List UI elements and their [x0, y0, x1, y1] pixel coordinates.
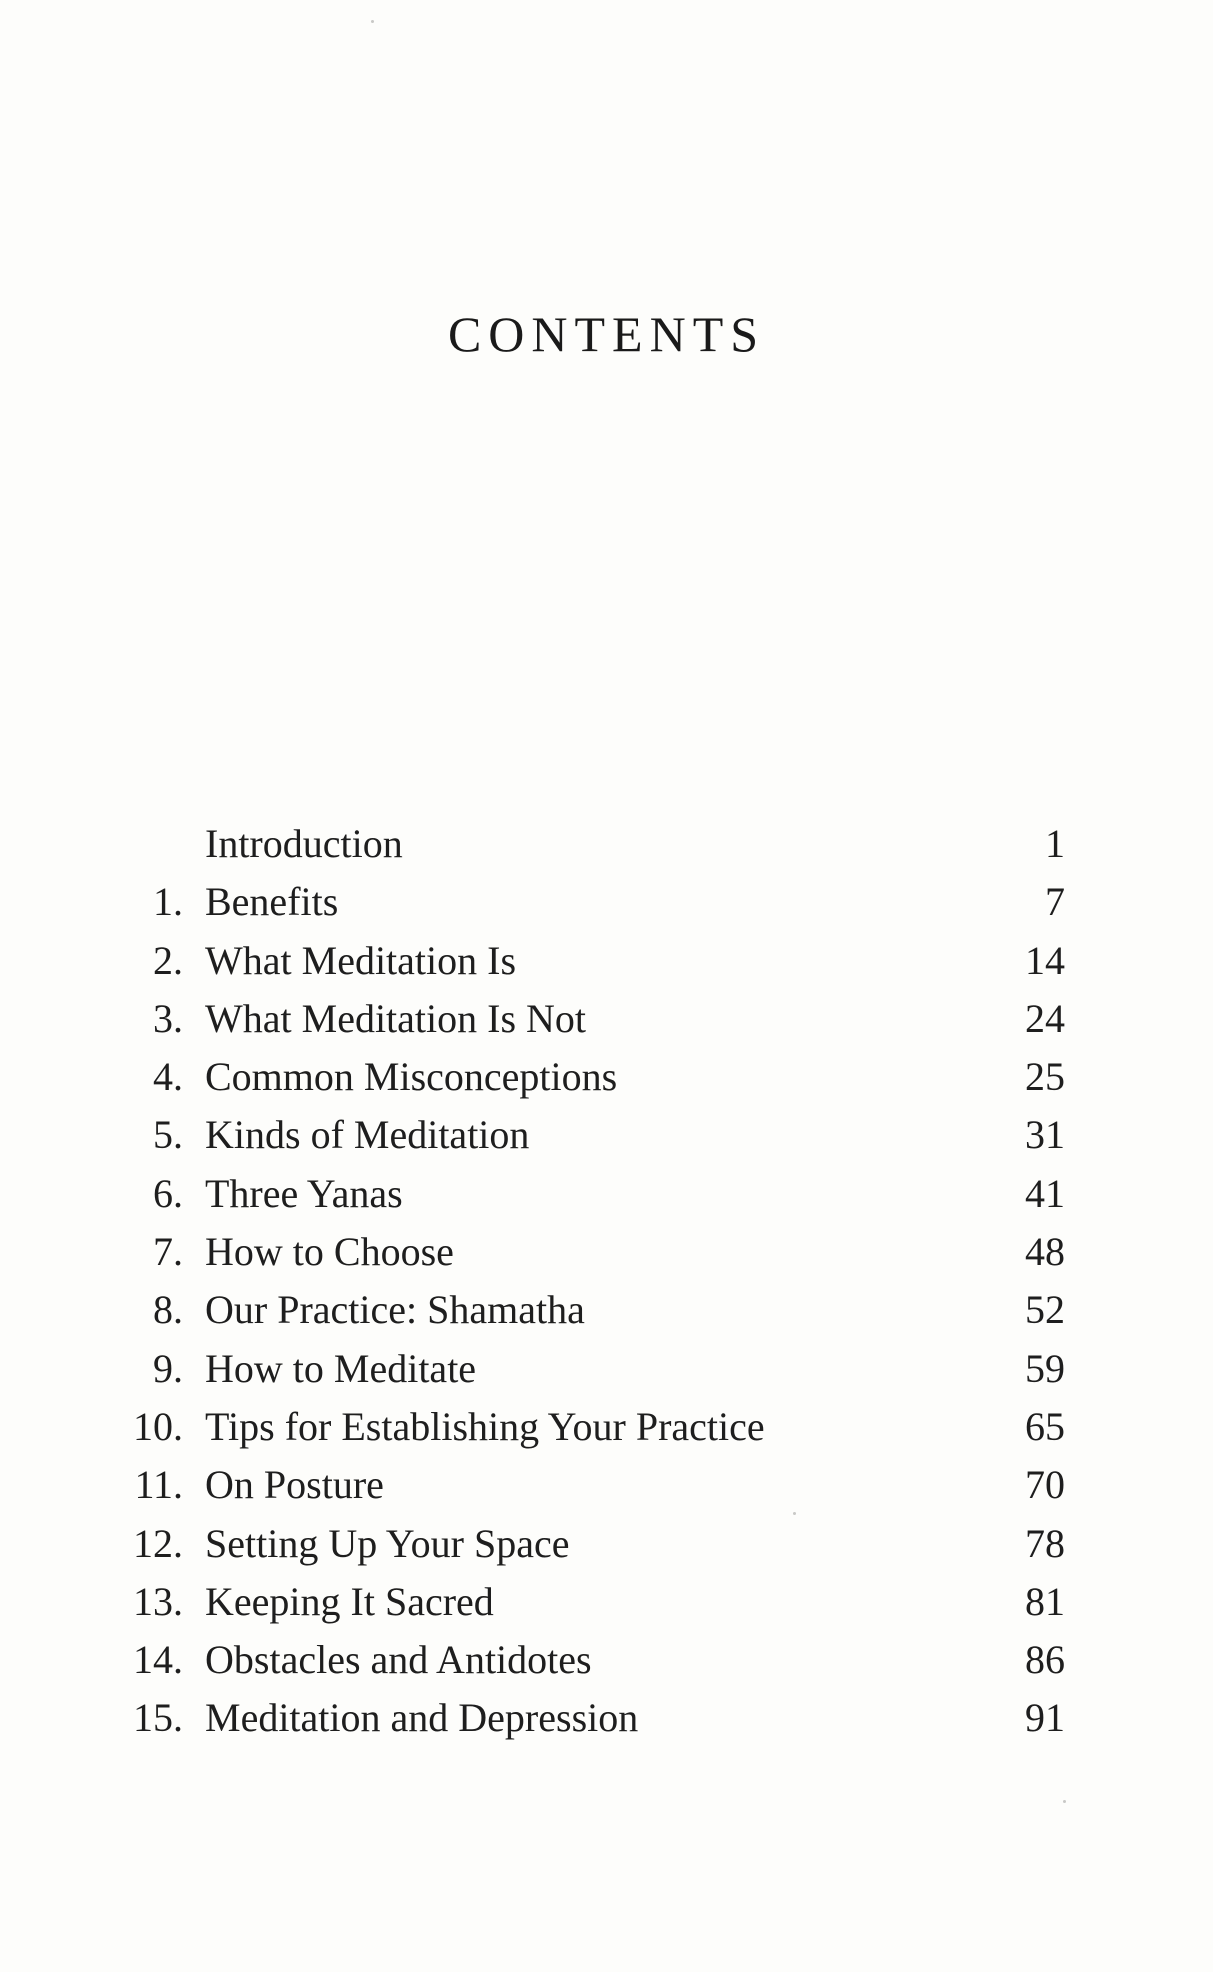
toc-entry-number: 7.	[153, 1229, 183, 1275]
toc-entry	[0, 1281, 1213, 1339]
toc-entry-page: 91	[1025, 1695, 1065, 1741]
toc-entry-title: Tips for Establishing Your Practice	[205, 1403, 765, 1449]
toc-entry-title: Setting Up Your Space	[205, 1520, 570, 1566]
toc-entry-page: 86	[1025, 1637, 1065, 1683]
toc-entry-title: Three Yanas	[205, 1170, 403, 1216]
toc-entry-page: 14	[1025, 937, 1065, 983]
toc-entry	[0, 815, 1213, 873]
toc-entry-title: Obstacles and Antidotes	[205, 1637, 592, 1683]
toc-entry	[0, 1689, 1213, 1747]
toc-entry-number: 1.	[153, 879, 183, 925]
toc-entry-page: 7	[1045, 879, 1065, 925]
toc-entry-page: 78	[1025, 1520, 1065, 1566]
toc-entry-number: 15.	[133, 1695, 183, 1741]
toc-entry-number: 8.	[153, 1287, 183, 1333]
toc-entry-number: 4.	[153, 1054, 183, 1100]
toc-entry-number: 10.	[133, 1403, 183, 1449]
toc-entry-page: 52	[1025, 1287, 1065, 1333]
toc-entry-page: 24	[1025, 995, 1065, 1041]
toc-entry	[0, 1048, 1213, 1106]
toc-entry-title: Meditation and Depression	[205, 1695, 639, 1741]
toc-entry-title: Common Misconceptions	[205, 1054, 618, 1100]
table-of-contents	[0, 815, 1213, 1748]
toc-entry	[0, 1340, 1213, 1398]
paper-speck	[793, 1512, 796, 1515]
toc-entry-number: 3.	[153, 995, 183, 1041]
toc-entry-title: Kinds of Meditation	[205, 1112, 530, 1158]
toc-entry-title: Our Practice: Shamatha	[205, 1287, 585, 1333]
toc-entry-page: 25	[1025, 1054, 1065, 1100]
toc-entry-number: 6.	[153, 1170, 183, 1216]
toc-entry-number: 9.	[153, 1345, 183, 1391]
toc-entry-number: 11.	[134, 1462, 183, 1508]
toc-entry-title: How to Meditate	[205, 1345, 477, 1391]
toc-entry-number: 2.	[153, 937, 183, 983]
toc-entry-title: How to Choose	[205, 1229, 454, 1275]
toc-entry	[0, 1398, 1213, 1456]
toc-entry-title: Introduction	[205, 821, 403, 866]
toc-entry	[0, 1456, 1213, 1514]
toc-entry	[0, 1573, 1213, 1631]
toc-entry-number: 12.	[133, 1520, 183, 1566]
toc-entry-page: 48	[1025, 1229, 1065, 1275]
toc-entry	[0, 990, 1213, 1048]
toc-entry-page: 41	[1025, 1170, 1065, 1216]
toc-entry	[0, 1515, 1213, 1573]
toc-entry-title: On Posture	[205, 1462, 384, 1508]
toc-entry-number: 5.	[153, 1112, 183, 1158]
page-title: CONTENTS	[447, 306, 766, 362]
toc-entry	[0, 873, 1213, 931]
toc-entry	[0, 1223, 1213, 1281]
toc-entry-title: What Meditation Is	[205, 937, 517, 983]
toc-entry-page: 81	[1025, 1578, 1065, 1624]
toc-entry	[0, 1165, 1213, 1223]
toc-entry-title: What Meditation Is Not	[205, 995, 587, 1041]
toc-entry-title: Benefits	[205, 879, 339, 925]
toc-entry-page: 59	[1025, 1345, 1065, 1391]
toc-entry	[0, 932, 1213, 990]
toc-entry-page: 65	[1025, 1403, 1065, 1449]
toc-entry-title: Keeping It Sacred	[205, 1578, 494, 1624]
paper-speck	[371, 20, 374, 23]
paper-speck	[1063, 1800, 1066, 1803]
toc-entry-number: 14.	[133, 1637, 183, 1683]
toc-entry	[0, 1106, 1213, 1164]
toc-entry	[0, 1631, 1213, 1689]
toc-entry-number: 13.	[133, 1578, 183, 1624]
toc-entry-page: 1	[1045, 821, 1065, 866]
toc-entry-page: 70	[1025, 1462, 1065, 1508]
toc-entry-page: 31	[1025, 1112, 1065, 1158]
